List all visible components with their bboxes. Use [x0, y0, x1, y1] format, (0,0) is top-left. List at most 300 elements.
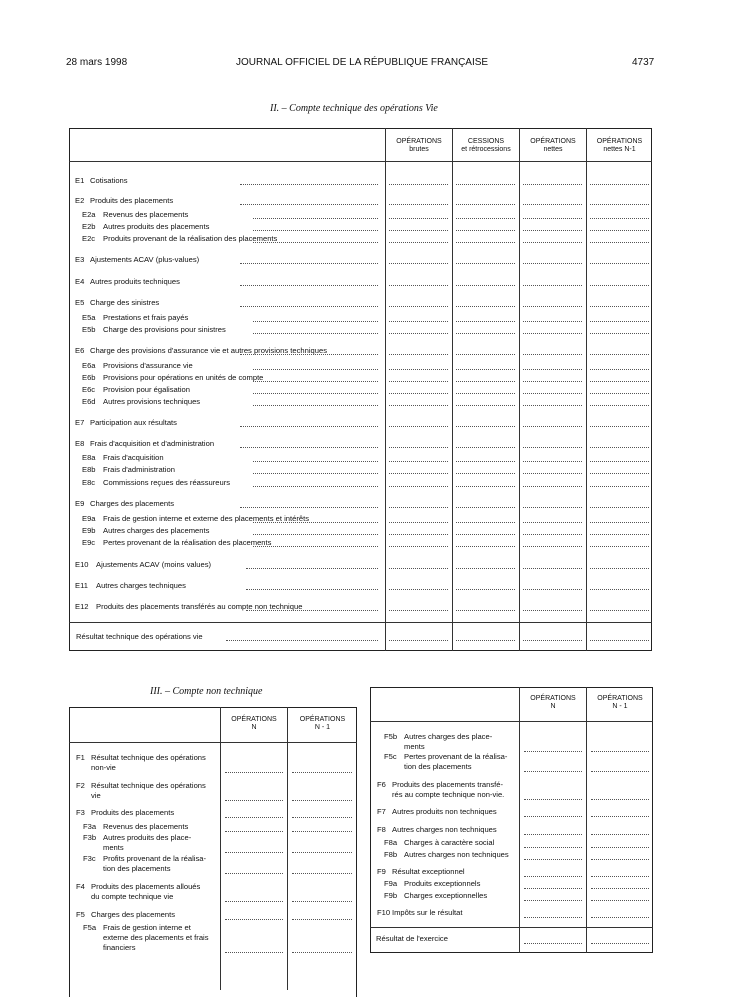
value-field — [456, 522, 515, 523]
value-field — [590, 263, 649, 264]
row-label: Charges des placements — [90, 499, 174, 508]
row-label-line3: financiers — [103, 943, 136, 952]
value-field — [590, 381, 649, 382]
row-label: Produits des placements — [90, 196, 174, 205]
value-field — [523, 204, 582, 205]
value-field — [292, 831, 352, 832]
header-date: 28 mars 1998 — [66, 57, 128, 68]
section3-title: III. – Compte non technique — [150, 686, 263, 697]
section2-title: II. – Compte technique des opérations Vie — [270, 103, 438, 114]
value-field — [523, 589, 582, 590]
value-field — [389, 534, 448, 535]
value-field — [591, 943, 649, 944]
value-field — [292, 901, 352, 902]
header-journal: JOURNAL OFFICIEL DE LA RÉPUBLIQUE FRANÇAISE — [236, 57, 489, 68]
value-field — [523, 546, 582, 547]
row-code: F3a — [83, 822, 97, 831]
value-field — [590, 285, 649, 286]
value-field — [523, 447, 582, 448]
row-label: Produits provenant de la réalisation des placements — [103, 234, 278, 243]
value-field — [523, 242, 582, 243]
value-field — [456, 242, 515, 243]
row-label-line1: Revenus des placements — [103, 822, 189, 831]
s3-left-col-n: OPÉRATIONS N — [231, 716, 277, 731]
row-code: E7 — [75, 418, 85, 427]
row-label: Ajustements ACAV (moins values) — [96, 560, 212, 569]
row-label: Résultat technique des opérations vie — [76, 632, 203, 641]
row-code: F3b — [83, 833, 97, 842]
leader-dots — [253, 242, 378, 243]
value-field — [456, 354, 515, 355]
value-field — [590, 610, 649, 611]
row-label: Commissions reçues des réassureurs — [103, 478, 231, 487]
value-field — [590, 447, 649, 448]
value-field — [389, 230, 448, 231]
value-field — [523, 321, 582, 322]
row-code: F10 — [377, 908, 391, 917]
value-field — [590, 242, 649, 243]
value-field — [591, 859, 649, 860]
row-code: E6d — [82, 397, 96, 406]
value-field — [456, 204, 515, 205]
row-label: Autres produits des placements — [103, 222, 210, 231]
value-field — [389, 507, 448, 508]
value-field — [456, 393, 515, 394]
value-field — [225, 852, 283, 853]
col-header-nettes-n1: OPÉRATIONS nettes N-1 — [596, 138, 643, 153]
value-field — [389, 610, 448, 611]
value-field — [590, 522, 649, 523]
value-field — [524, 847, 582, 848]
row-label: Frais de gestion interne et externe des placements et intérêts — [103, 514, 309, 523]
leader-dots — [253, 522, 378, 523]
value-field — [523, 461, 582, 462]
value-field — [524, 859, 582, 860]
row-label-line1: Autres produits des place- — [103, 833, 192, 842]
value-field — [524, 900, 582, 901]
value-field — [523, 230, 582, 231]
row-label: Prestations et frais payés — [103, 313, 189, 322]
row-label: Participation aux résultats — [90, 418, 177, 427]
leader-dots — [240, 285, 378, 286]
value-field — [389, 381, 448, 382]
value-field — [456, 381, 515, 382]
leader-dots — [240, 354, 378, 355]
value-field — [523, 640, 582, 641]
row-label-line1: Autres charges non techniques — [404, 850, 509, 859]
value-field — [523, 381, 582, 382]
row-label: Charge des provisions pour sinistres — [103, 325, 226, 334]
value-field — [389, 473, 448, 474]
value-field — [389, 393, 448, 394]
value-field — [389, 218, 448, 219]
value-field — [590, 333, 649, 334]
row-label: Provisions pour opérations en unités de compte — [103, 373, 264, 382]
value-field — [524, 943, 582, 944]
leader-dots — [253, 321, 378, 322]
row-label: Pertes provenant de la réalisation des placements — [103, 538, 272, 547]
row-code: E6 — [75, 346, 85, 355]
row-code: F3c — [83, 854, 96, 863]
row-code: F9 — [377, 867, 386, 876]
s3-right-col-n: OPÉRATIONS N — [530, 695, 576, 710]
row-label-line1: Produits des placements transfé- — [392, 780, 504, 789]
row-label-line1: Autres charges non techniques — [392, 825, 497, 834]
value-field — [590, 354, 649, 355]
row-label-line1: Autres charges des place- — [404, 732, 493, 741]
leader-dots — [240, 426, 378, 427]
row-label-line1: Résultat technique des opérations — [91, 753, 206, 762]
value-field — [389, 461, 448, 462]
value-field — [590, 461, 649, 462]
value-field — [523, 285, 582, 286]
row-label: Autres provisions techniques — [103, 397, 201, 406]
value-field — [225, 919, 283, 920]
row-label-line2: non-vie — [91, 763, 116, 772]
value-field — [389, 426, 448, 427]
row-label: Autres charges des placements — [103, 526, 210, 535]
value-field — [524, 834, 582, 835]
value-field — [292, 772, 352, 773]
leader-dots — [253, 486, 378, 487]
value-field — [456, 640, 515, 641]
value-field — [389, 204, 448, 205]
value-field — [456, 610, 515, 611]
row-code: F2 — [76, 781, 85, 790]
row-label: Frais d'administration — [103, 465, 175, 474]
row-label-line1: Résultat exceptionnel — [392, 867, 465, 876]
value-field — [591, 834, 649, 835]
value-field — [292, 852, 352, 853]
row-label-line1: Charges des placements — [91, 910, 175, 919]
value-field — [456, 461, 515, 462]
row-label: Charge des sinistres — [90, 298, 160, 307]
leader-dots — [240, 263, 378, 264]
value-field — [456, 589, 515, 590]
value-field — [456, 507, 515, 508]
row-code: E2a — [82, 210, 96, 219]
leader-dots — [226, 640, 378, 641]
row-code: E11 — [75, 581, 88, 590]
value-field — [591, 900, 649, 901]
row-label-line2: externe des placements et frais — [103, 933, 209, 942]
row-code: E5b — [82, 325, 96, 334]
row-label-line1: Charges exceptionnelles — [404, 891, 488, 900]
value-field — [523, 218, 582, 219]
value-field — [389, 184, 448, 185]
value-field — [389, 447, 448, 448]
row-code: F5c — [384, 752, 397, 761]
leader-dots — [253, 381, 378, 382]
leader-dots — [253, 473, 378, 474]
row-label: Autres charges techniques — [96, 581, 186, 590]
row-code: E6a — [82, 361, 96, 370]
value-field — [590, 218, 649, 219]
row-code: F7 — [377, 807, 386, 816]
leader-dots — [246, 589, 378, 590]
row-label-line2: tion des placements — [103, 864, 171, 873]
value-field — [590, 369, 649, 370]
leader-dots — [246, 610, 378, 611]
row-code: E2b — [82, 222, 96, 231]
row-code: E8b — [82, 465, 96, 474]
value-field — [591, 771, 649, 772]
value-field — [523, 184, 582, 185]
value-field — [591, 876, 649, 877]
row-label: Frais d'acquisition — [103, 453, 164, 462]
leader-dots — [246, 568, 378, 569]
value-field — [590, 204, 649, 205]
row-code: E4 — [75, 277, 85, 286]
value-field — [456, 218, 515, 219]
row-label-line1: Frais de gestion interne et — [103, 923, 191, 932]
leader-dots — [253, 461, 378, 462]
row-label: Cotisations — [90, 176, 128, 185]
row-code: F5b — [384, 732, 398, 741]
value-field — [523, 393, 582, 394]
value-field — [523, 507, 582, 508]
value-field — [456, 405, 515, 406]
row-code: E1 — [75, 176, 85, 185]
value-field — [591, 888, 649, 889]
leader-dots — [240, 507, 378, 508]
value-field — [456, 486, 515, 487]
value-field — [590, 640, 649, 641]
value-field — [292, 800, 352, 801]
row-code: E8c — [82, 478, 96, 487]
value-field — [523, 354, 582, 355]
row-label-line2: tion des placements — [404, 762, 472, 771]
value-field — [523, 486, 582, 487]
row-label-line2: rés au compte technique non-vie. — [392, 790, 505, 799]
row-label: Produits des placements transférés au compte non technique — [96, 602, 303, 611]
value-field — [389, 522, 448, 523]
row-code: E9b — [82, 526, 96, 535]
col-header-nettes: OPÉRATIONS nettes — [530, 138, 576, 153]
value-field — [524, 771, 582, 772]
value-field — [389, 321, 448, 322]
col-header-brutes: OPÉRATIONS brutes — [396, 138, 442, 153]
row-label: Ajustements ACAV (plus-values) — [90, 255, 200, 264]
value-field — [591, 847, 649, 848]
row-code: E8a — [82, 453, 96, 462]
value-field — [389, 405, 448, 406]
leader-dots — [240, 447, 378, 448]
row-code: F3 — [76, 808, 85, 817]
value-field — [456, 426, 515, 427]
value-field — [524, 816, 582, 817]
value-field — [225, 817, 283, 818]
row-code: E9a — [82, 514, 96, 523]
value-field — [389, 354, 448, 355]
value-field — [456, 369, 515, 370]
row-label-line1: Autres produits non techniques — [392, 807, 497, 816]
col-header-cessions: CESSIONS et rétrocessions — [461, 138, 511, 153]
row-code: F8b — [384, 850, 398, 859]
row-label-line2: vie — [91, 791, 101, 800]
value-field — [389, 486, 448, 487]
value-field — [456, 306, 515, 307]
value-field — [389, 546, 448, 547]
value-field — [590, 184, 649, 185]
row-code: E9 — [75, 499, 85, 508]
value-field — [292, 817, 352, 818]
row-code: E10 — [75, 560, 89, 569]
row-code: F1 — [76, 753, 85, 762]
value-field — [456, 333, 515, 334]
value-field — [523, 610, 582, 611]
value-field — [590, 426, 649, 427]
row-code: E6c — [82, 385, 96, 394]
row-label-line1: Charges à caractère social — [404, 838, 495, 847]
value-field — [524, 876, 582, 877]
s3-left-col-n1: OPÉRATIONS N - 1 — [299, 716, 346, 731]
value-field — [389, 568, 448, 569]
leader-dots — [253, 333, 378, 334]
row-code: E3 — [75, 255, 85, 264]
leader-dots — [253, 218, 378, 219]
value-field — [523, 369, 582, 370]
row-label-line1: Produits des placements — [91, 808, 175, 817]
value-field — [292, 873, 352, 874]
value-field — [524, 917, 582, 918]
leader-dots — [253, 546, 378, 547]
value-field — [524, 751, 582, 752]
value-field — [389, 589, 448, 590]
value-field — [524, 888, 582, 889]
leader-dots — [240, 204, 378, 205]
leader-dots — [253, 393, 378, 394]
row-label-line2: ments — [103, 843, 124, 852]
row-label-line1: Produits des placements alloués — [91, 882, 201, 891]
s3-right-col-n1: OPÉRATIONS N - 1 — [597, 695, 643, 710]
value-field — [389, 333, 448, 334]
value-field — [590, 393, 649, 394]
row-code: E2 — [75, 196, 85, 205]
value-field — [225, 873, 283, 874]
value-field — [389, 242, 448, 243]
value-field — [225, 952, 283, 953]
value-field — [456, 263, 515, 264]
value-field — [591, 816, 649, 817]
row-code: E2c — [82, 234, 96, 243]
value-field — [590, 507, 649, 508]
value-field — [591, 917, 649, 918]
row-label: Revenus des placements — [103, 210, 189, 219]
row-label: Provisions d'assurance vie — [103, 361, 193, 370]
leader-dots — [240, 306, 378, 307]
row-code: F4 — [76, 882, 85, 891]
value-field — [456, 473, 515, 474]
row-label-line1: Pertes provenant de la réalisa- — [404, 752, 508, 761]
value-field — [590, 306, 649, 307]
value-field — [456, 534, 515, 535]
value-field — [523, 426, 582, 427]
row-code: F6 — [377, 780, 386, 789]
value-field — [456, 184, 515, 185]
value-field — [389, 306, 448, 307]
value-field — [524, 799, 582, 800]
row-label-line2: ments — [404, 742, 425, 751]
row-label-line1: Résultat technique des opérations — [91, 781, 206, 790]
value-field — [523, 306, 582, 307]
value-field — [523, 333, 582, 334]
value-field — [456, 321, 515, 322]
leader-dots — [253, 230, 378, 231]
value-field — [523, 405, 582, 406]
row-label: Provision pour égalisation — [103, 385, 190, 394]
value-field — [225, 772, 283, 773]
value-field — [456, 568, 515, 569]
value-field — [523, 534, 582, 535]
row-code: E5a — [82, 313, 96, 322]
value-field — [225, 831, 283, 832]
value-field — [523, 473, 582, 474]
row-code: F5 — [76, 910, 85, 919]
row-label-line1: Résultat de l'exercice — [376, 934, 448, 943]
row-label-line1: Impôts sur le résultat — [392, 908, 463, 917]
row-code: E5 — [75, 298, 85, 307]
row-code: F8a — [384, 838, 398, 847]
row-label-line1: Produits exceptionnels — [404, 879, 481, 888]
row-code: F9b — [384, 891, 398, 900]
row-code: F8 — [377, 825, 386, 834]
row-label-line2: du compte technique vie — [91, 892, 174, 901]
value-field — [590, 473, 649, 474]
leader-dots — [253, 369, 378, 370]
row-code: E8 — [75, 439, 85, 448]
row-label: Autres produits techniques — [90, 277, 180, 286]
value-field — [590, 546, 649, 547]
row-label-line1: Profits provenant de la réalisa- — [103, 854, 206, 863]
value-field — [590, 589, 649, 590]
row-code: E12 — [75, 602, 89, 611]
value-field — [590, 486, 649, 487]
value-field — [389, 369, 448, 370]
value-field — [292, 919, 352, 920]
value-field — [456, 285, 515, 286]
row-code: E6b — [82, 373, 96, 382]
value-field — [456, 230, 515, 231]
value-field — [292, 952, 352, 953]
value-field — [591, 751, 649, 752]
row-label: Frais d'acquisition et d'administration — [90, 439, 215, 448]
value-field — [523, 522, 582, 523]
value-field — [389, 263, 448, 264]
value-field — [456, 546, 515, 547]
value-field — [389, 285, 448, 286]
value-field — [590, 534, 649, 535]
value-field — [591, 799, 649, 800]
value-field — [590, 321, 649, 322]
row-label: Charge des provisions d'assurance vie et autres provisions techniques — [90, 346, 327, 355]
value-field — [523, 263, 582, 264]
leader-dots — [253, 405, 378, 406]
value-field — [590, 405, 649, 406]
value-field — [225, 800, 283, 801]
row-code: E9c — [82, 538, 96, 547]
value-field — [456, 447, 515, 448]
header-page-number: 4737 — [632, 57, 655, 68]
leader-dots — [240, 184, 378, 185]
value-field — [590, 568, 649, 569]
value-field — [590, 230, 649, 231]
leader-dots — [253, 534, 378, 535]
row-code: F5a — [83, 923, 97, 932]
value-field — [389, 640, 448, 641]
value-field — [523, 568, 582, 569]
row-code: F9a — [384, 879, 398, 888]
